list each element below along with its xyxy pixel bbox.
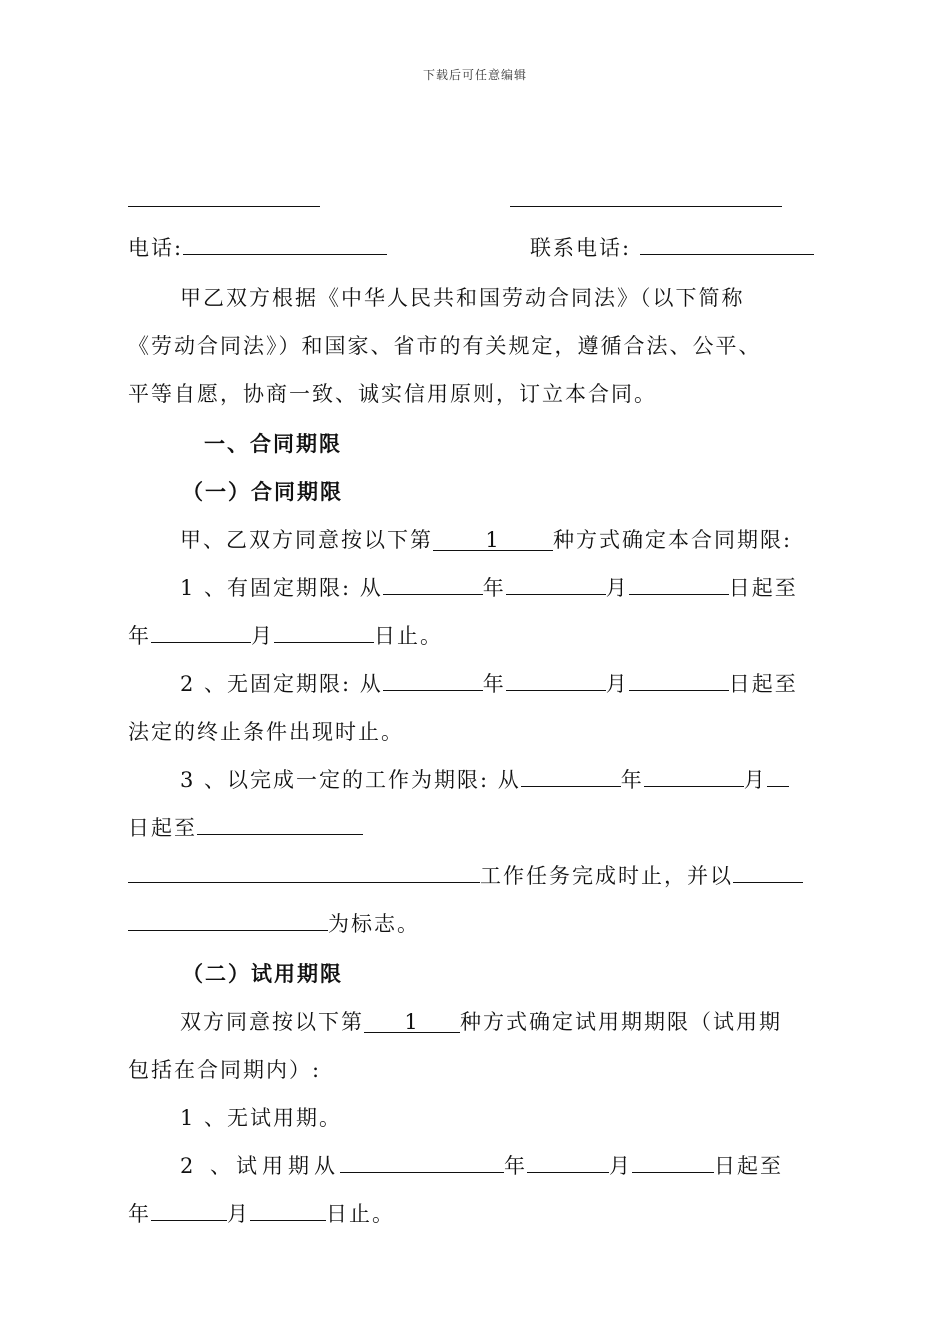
month-label: 月 <box>605 672 629 696</box>
year-label: 年 <box>482 576 506 600</box>
probation-end <box>128 1198 395 1228</box>
year-label: 年 <box>482 672 506 696</box>
open-term-start-day[interactable] <box>629 670 729 691</box>
fixed-term-option <box>180 572 798 602</box>
header-note: 下载后可任意编辑 <box>422 68 527 82</box>
open-term-option <box>180 668 798 698</box>
task-description-field[interactable] <box>128 862 480 883</box>
contract-term-choice <box>180 524 792 554</box>
subsection-title-contract-term: （一）合同期限 <box>182 479 343 504</box>
month-label: 月 <box>251 624 274 648</box>
day-start-label: 日起至 <box>728 576 798 600</box>
probation-end-year[interactable] <box>151 1200 227 1221</box>
task-term-marker <box>128 908 420 938</box>
fixed-term-label: 1 、有固定期限: 从 <box>180 576 383 600</box>
intro-line-3: 平等自愿，协商一致、诚实信用原则，订立本合同。 <box>128 382 657 406</box>
task-term-task <box>128 860 803 890</box>
task-marker-label: 为标志。 <box>328 912 420 936</box>
probation-choice-field[interactable]: 1 <box>364 1012 460 1033</box>
choice-suffix: 种方式确定本合同期限: <box>553 528 793 552</box>
task-term-start-month[interactable] <box>644 766 744 787</box>
choice-prefix: 甲、乙双方同意按以下第 <box>180 528 433 552</box>
fixed-term-start-year[interactable] <box>383 574 483 595</box>
probation-start-day[interactable] <box>632 1152 714 1173</box>
month-label: 月 <box>743 768 767 792</box>
open-term-start-year[interactable] <box>383 670 483 691</box>
fixed-term-start-day[interactable] <box>629 574 729 595</box>
task-term-label: 3 、以完成一定的工作为期限: 从 <box>180 768 521 792</box>
probation-choice-suffix: 种方式确定试用期期限（试用期 <box>460 1010 782 1034</box>
year-label: 年 <box>620 768 644 792</box>
contact-phone-label: 联系电话: <box>530 236 632 260</box>
year-label: 年 <box>128 1202 151 1226</box>
task-term-start-label: 日起至 <box>128 816 197 840</box>
probation-choice <box>180 1006 782 1036</box>
day-end-label: 日止。 <box>326 1202 395 1226</box>
probation-period-label: 2 、试用期从 <box>180 1154 341 1178</box>
phone-field[interactable] <box>183 234 387 255</box>
task-term-option <box>180 764 789 794</box>
month-label: 月 <box>605 576 629 600</box>
fixed-term-end-month[interactable] <box>274 622 374 643</box>
probation-period-option <box>180 1150 783 1180</box>
contact-phone-field[interactable] <box>640 234 814 255</box>
intro-line-1: 甲乙双方根据《中华人民共和国劳动合同法》（以下简称 <box>180 286 745 310</box>
phone-row <box>128 232 387 262</box>
probation-choice-prefix: 双方同意按以下第 <box>180 1010 364 1034</box>
signature-line-left <box>128 206 320 207</box>
month-label: 月 <box>227 1202 250 1226</box>
probation-start-year[interactable] <box>340 1152 504 1173</box>
no-probation-option: 1 、无试用期。 <box>180 1106 343 1130</box>
contract-term-choice-field[interactable]: 1 <box>433 530 553 551</box>
intro-line-2: 《劳动合同法》）和国家、省市的有关规定，遵循合法、公平、 <box>128 334 762 358</box>
open-term-start-month[interactable] <box>506 670 606 691</box>
task-term-start-day[interactable] <box>767 766 789 787</box>
signature-line-right <box>510 206 782 207</box>
probation-start-month[interactable] <box>527 1152 609 1173</box>
open-term-label: 2 、无固定期限: 从 <box>180 672 383 696</box>
fixed-term-end-year[interactable] <box>151 622 251 643</box>
probation-choice-line2: 包括在合同期内）: <box>128 1058 322 1082</box>
day-end-label: 日止。 <box>374 624 443 648</box>
section-title: 一、合同期限 <box>204 431 342 456</box>
task-term-start-year[interactable] <box>521 766 621 787</box>
task-term-end-field[interactable] <box>197 814 363 835</box>
task-term-start <box>128 812 363 842</box>
probation-end-month[interactable] <box>250 1200 326 1221</box>
contact-phone-row <box>530 232 814 262</box>
task-complete-label: 工作任务完成时止，并以 <box>480 864 733 888</box>
open-term-end: 法定的终止条件出现时止。 <box>128 720 404 744</box>
month-label: 月 <box>609 1154 633 1178</box>
year-label: 年 <box>128 624 151 648</box>
day-start-label: 日起至 <box>714 1154 784 1178</box>
fixed-term-end <box>128 620 443 650</box>
subsection-title-probation: （二）试用期限 <box>182 961 343 986</box>
task-marker-field-2[interactable] <box>128 910 328 931</box>
fixed-term-start-month[interactable] <box>506 574 606 595</box>
task-marker-field-1[interactable] <box>733 862 803 883</box>
year-label: 年 <box>504 1154 528 1178</box>
phone-label: 电话: <box>128 236 184 260</box>
day-start-label: 日起至 <box>728 672 798 696</box>
